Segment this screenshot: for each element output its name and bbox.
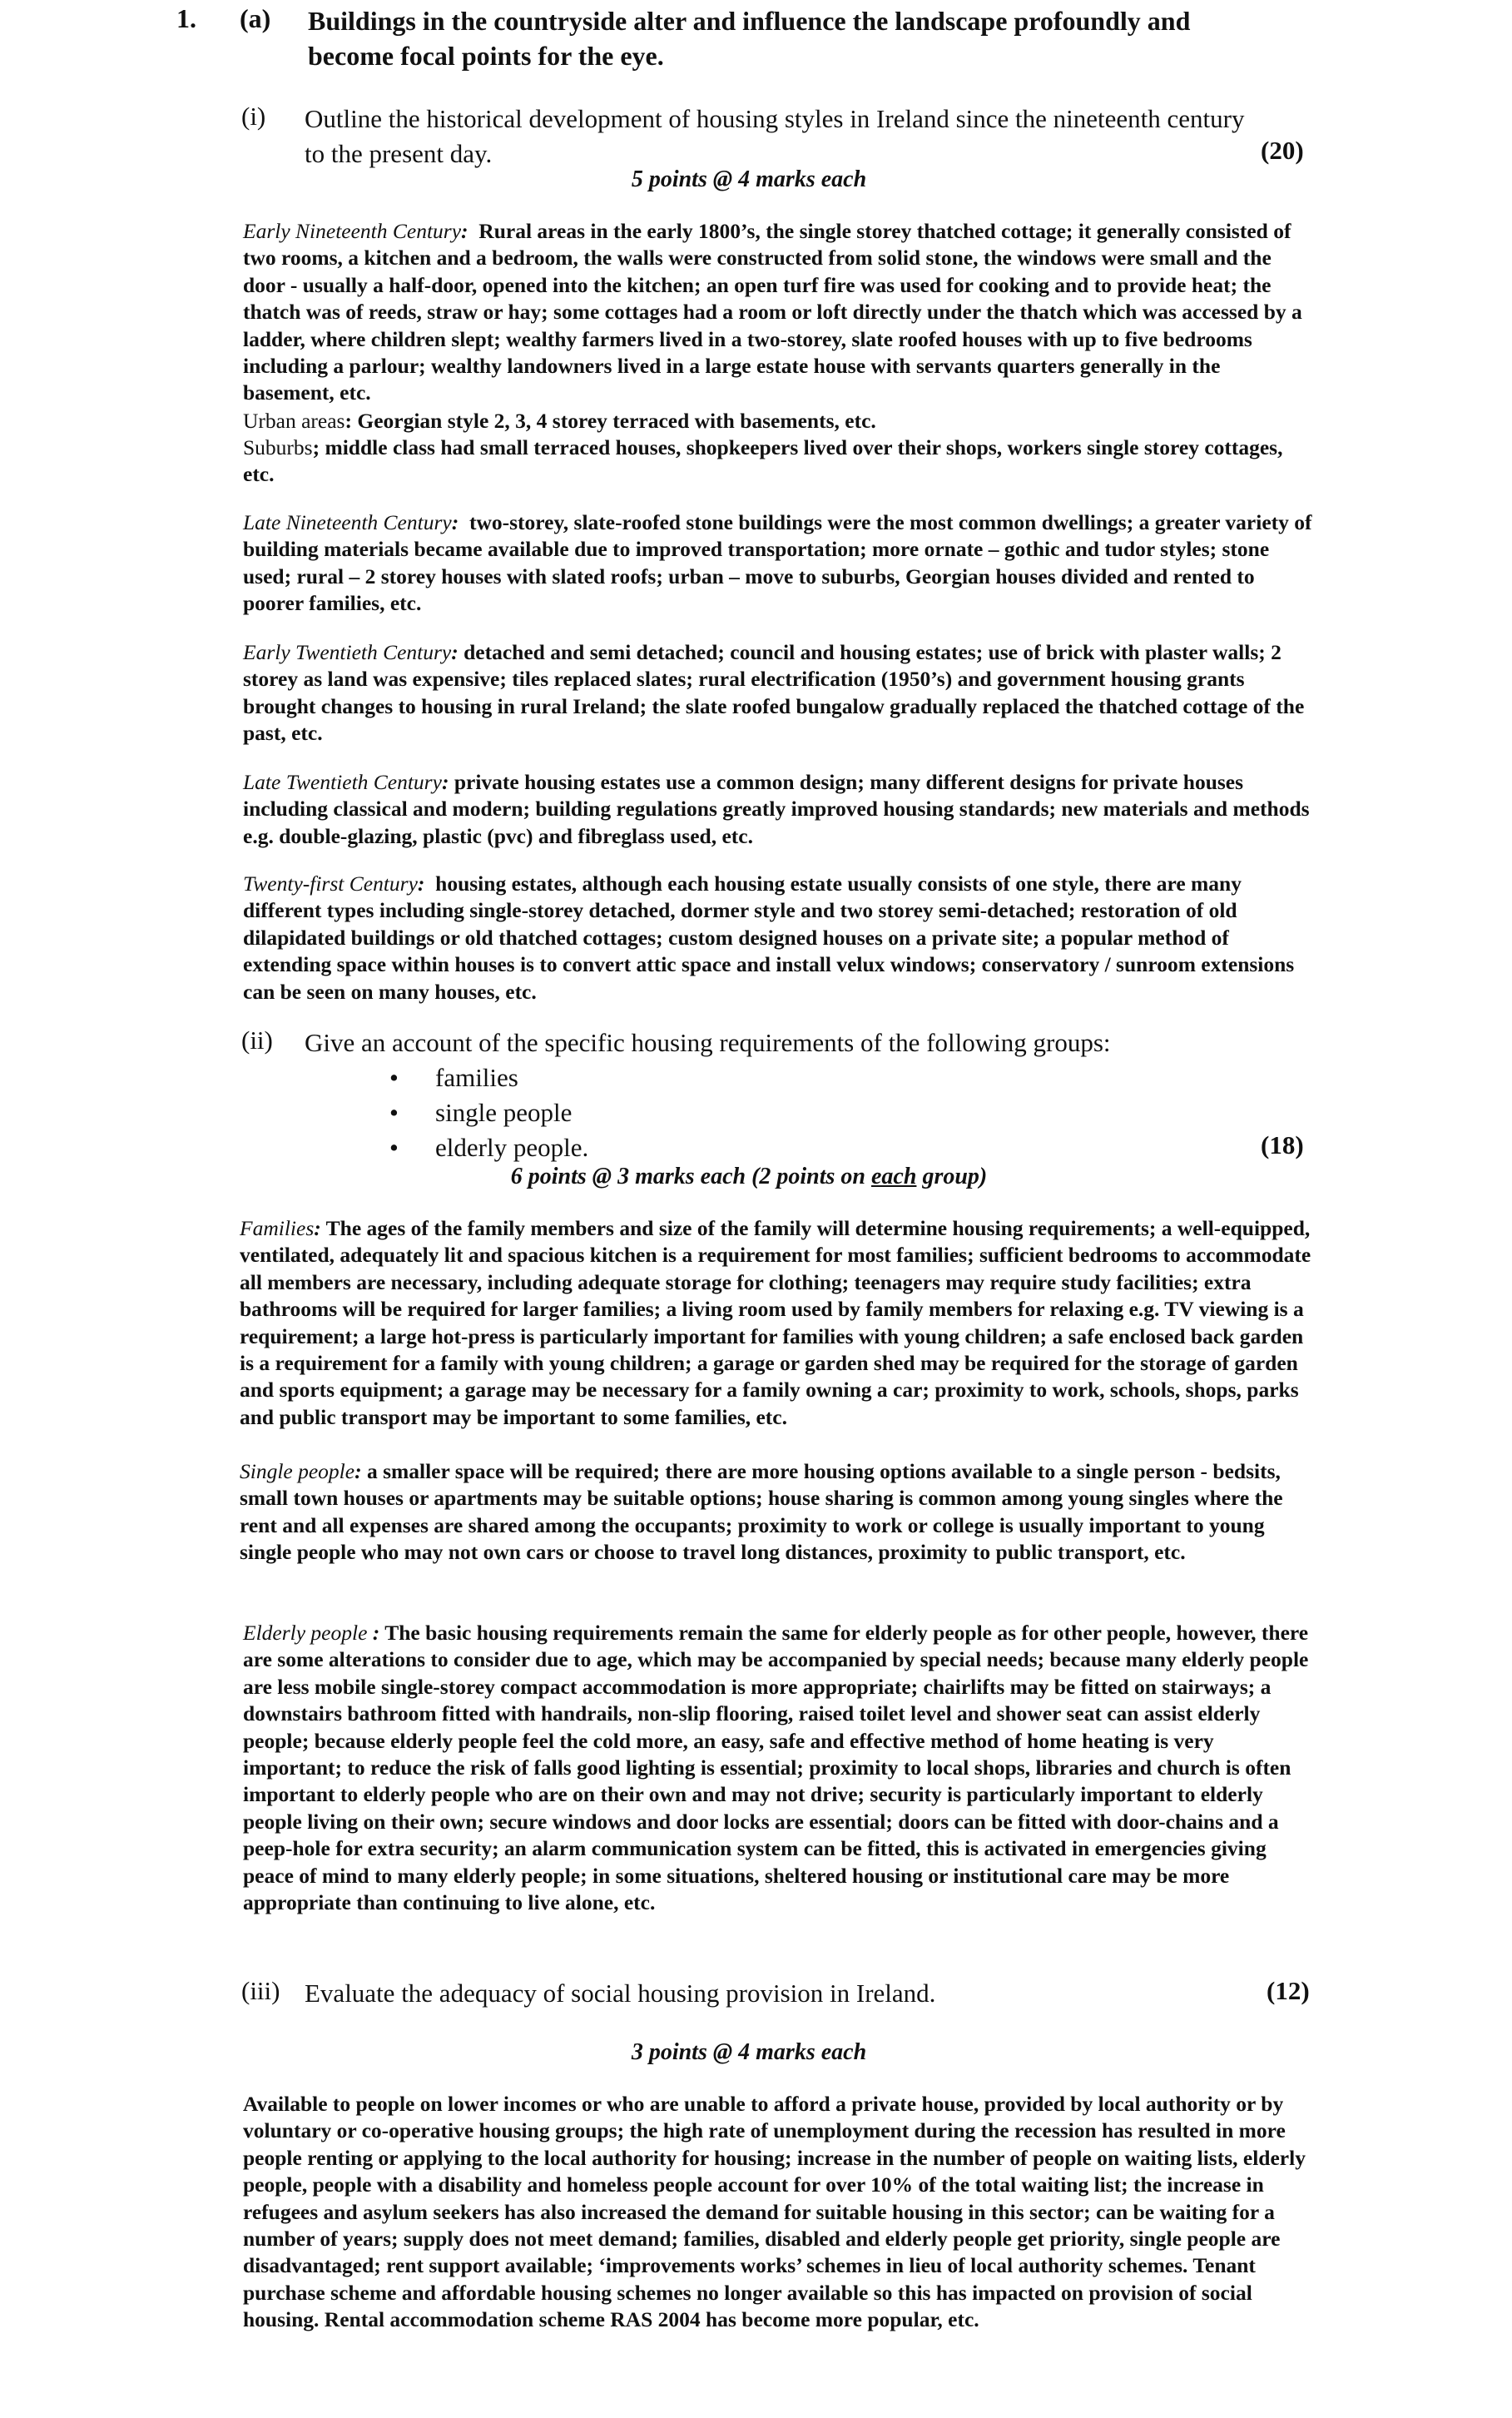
section-heading: Early Twentieth Century (243, 640, 452, 664)
part-i-question: Outline the historical development of housing styles in Ireland since the nineteenth century to the present day. (305, 104, 1245, 168)
part-i-marking-scheme: 5 points @ 4 marks each (631, 166, 867, 192)
section-body: The basic housing requirements remain the same for elderly people as for other people, however, there are some alterations to consider due to age, which may be accompanied by special needs; because many elderly people are less mobile single-storey compact accommodation is more appropriate; chairlifts may be fitted on stairways; a downstairs bathroom fitted with handrails, non-slip flooring, raised toilet level and shower seat can assist elderly people; because elderly people feel the cold more, an easy, safe and effective method of home heating is very important; to reduce the risk of falls good lighting is essential; proximity to local shops, libraries and church is often important to elderly people who are on their own and may not drive; security is particularly important to elderly people living on their own; secure windows and door locks are essential; doors can be fitted with door-chains and a peep-hole for extra security; an alarm communication system can be fitted, this is activated in emergencies giving peace of mind to many elderly people; in some situations, sheltered housing or institutional care may be more appropriate than continuing to live alone, etc. (243, 1621, 1309, 1915)
part-iii-marking-scheme: 3 points @ 4 marks each (631, 2039, 867, 2065)
early-nineteenth-century-answer: Early Nineteenth Century: Rural areas in the early 1800’s, the single storey thatched cottage; it generally consisted of two rooms, a kitchen and a bedroom, the walls were constructed from solid stone, the windows were small and the door - usually a half-door, opened into the kitchen; an open turf fire was used for cooking and to provide heat; the thatch was of reeds, straw or hay; some cottages had a room or loft directly under the thatch which was accessed by a ladder, where children slept; wealthy farmers lived in a two-storey, slate roofed houses with up to five bedrooms including a parlour; wealthy landowners lived in a large estate house with servants quarters generally in the basement, etc. (243, 219, 1302, 405)
section-heading: Twenty-first Century (243, 871, 418, 896)
section-body: housing estates, although each housing estate usually consists of one style, there are many different types including single-storey detached, dormer style and two storey semi-detached; restoration of old dilapidated buildings or old thatched cottages; custom designed houses on a private site; a popular method of extending space within houses is to convert attic space and install velux windows; conservatory / sunroom extensions can be seen on many houses, etc. (243, 871, 1295, 1004)
section-body: private housing estates use a common design; many different designs for private houses including classical and modern; building regulations greatly improved housing standards; new materials and methods e.g. double-glazing, plastic (pvc) and fibreglass used, etc. (243, 770, 1310, 848)
question-stem: Buildings in the countryside alter and influence the landscape profoundly and become focal points for the eye. (308, 6, 1191, 71)
part-ii-marking-scheme: 6 points @ 3 marks each (2 points on each group) (510, 1164, 988, 1189)
part-ii-marks: (18) (1261, 1130, 1304, 1159)
part-iii-label: (iii) (241, 1976, 280, 2005)
bullet-single-people: • single people (389, 1095, 889, 1130)
section-body: Rural areas in the early 1800’s, the single storey thatched cottage; it generally consisted of two rooms, a kitchen and a bedroom, the walls were constructed from solid stone, the windows were small and the door - usually a half-door, opened into the kitchen; an open turf fire was used for cooking and to provide heat; the thatch was of reeds, straw or hay; some cottages had a room or loft directly under the thatch which was accessed by a ladder, where children slept; wealthy farmers lived in a two-storey, slate roofed houses with up to five bedrooms including a parlour; wealthy landowners lived in a large estate house with servants quarters generally in the basement, etc. (243, 219, 1302, 405)
section-heading: Urban areas (243, 409, 345, 433)
section-heading: Single people (240, 1459, 355, 1483)
single-people-answer: Single people: a smaller space will be required; there are more housing options available to a single person - bedsits, small town houses or apartments may be suitable options; house sharing is common among young singles where the rent and all expenses are shared among the occupants; proximity to work or college is usually important to young single people who may not own cars or choose to travel long distances, proximity to public transport, etc. (240, 1459, 1283, 1565)
families-answer: Families: The ages of the family members and size of the family will determine housing requirements; a well-equipped, ventilated, adequately lit and spacious kitchen is a requirement for most families; sufficient bedrooms to accommodate all members are necessary, including adequate storage for clothing; teenagers may require study facilities; extra bathrooms will be required for larger families; a living room used by family members for relaxing e.g. TV viewing is a requirement; a large hot-press is particularly important for families with young children; a safe enclosed back garden is a requirement for a family with young children; a garage or garden shed may be required for the storage of garden and sports equipment; a garage may be necessary for a family owning a car; proximity to work, schools, shops, parks and public transport may be important to some families, etc. (240, 1216, 1311, 1429)
late-twentieth-century-answer: Late Twentieth Century: private housing estates use a common design; many different designs for private houses including classical and modern; building regulations greatly improved housing standards; new materials and methods e.g. double-glazing, plastic (pvc) and fibreglass used, etc. (243, 770, 1310, 848)
question-number: 1. (176, 3, 196, 33)
elderly-people-answer: Elderly people : The basic housing requirements remain the same for elderly people as for other people, however, there are some alterations to consider due to age, which may be accompanied by special needs; because many elderly people are less mobile single-storey compact accommodation is more appropriate; chairlifts may be fitted on stairways; a downstairs bathroom fitted with handrails, non-slip flooring, raised toilet level and shower seat can assist elderly people; because elderly people feel the cold more, an easy, safe and effective method of home heating is very important; to reduce the risk of falls good lighting is essential; proximity to local shops, libraries and church is often important to elderly people who are on their own and may not drive; security is particularly important to elderly people living on their own; secure windows and door locks are essential; doors can be fitted with door-chains and a peep-hole for extra security; an alarm communication system can be fitted, this is activated in emergencies giving peace of mind to many elderly people; in some situations, sheltered housing or institutional care may be more appropriate than continuing to live alone, etc. (243, 1621, 1309, 1915)
urban-areas-answer: Urban areas: Georgian style 2, 3, 4 storey terraced with basements, etc. (243, 409, 876, 433)
part-ii-label: (ii) (241, 1025, 273, 1055)
part-i-label: (i) (241, 102, 266, 131)
suburbs-answer: Suburbs; middle class had small terraced houses, shopkeepers lived over their shops, workers single storey cottages, etc. (243, 435, 1283, 487)
part-iii-marks: (12) (1267, 1976, 1310, 2005)
section-body: Georgian style 2, 3, 4 storey terraced with basements, etc. (357, 409, 876, 433)
late-nineteenth-century-answer: Late Nineteenth Century: two-storey, slate-roofed stone buildings were the most common dwellings; a greater variety of building materials became available due to improved transportation; more ornate – gothic and tudor styles; stone used; rural – 2 storey houses with slated roofs; urban – move to suburbs, Georgian houses divided and rented to poorer families, etc. (243, 510, 1312, 616)
section-body: The ages of the family members and size of the family will determine housing requirements; a well-equipped, ventilated, adequately lit and spacious kitchen is a requirement for most families; sufficient bedrooms to accommodate all members are necessary, including adequate storage for clothing; teenagers may require study facilities; extra bathrooms will be required for larger families; a living room used by family members for relaxing e.g. TV viewing is a requirement; a large hot-press is particularly important for families with young children; a safe enclosed back garden is a requirement for a family with young children; a garage or garden shed may be required for the storage of garden and sports equipment; a garage may be necessary for a family owning a car; proximity to work, schools, shops, parks and public transport may be important to some families, etc. (240, 1216, 1311, 1429)
social-housing-answer: Available to people on lower incomes or who are unable to afford a private house, provided by local authority or by voluntary or co-operative housing groups; the high rate of unemployment during the recession has resulted in more people renting or applying to the local authority for housing; increase in the number of people on waiting lists, elderly people, people with a disability and homeless people account for over 10% of the total waiting list; the increase in refugees and asylum seekers has also increased the demand for suitable housing in this sector; can be waiting for a number of years; supply does not meet demand; families, disabled and elderly people get priority, single people are disadvantaged; rent support available; ‘improvements works’ schemes in lieu of local authority schemes. Tenant purchase scheme and affordable housing schemes no longer available so this has impacted on provision of social housing. Rental accommodation scheme RAS 2004 has become more popular, etc. (243, 2092, 1306, 2332)
question-part: (a) (240, 3, 271, 33)
section-heading: Suburbs (243, 435, 313, 459)
section-heading: Elderly people (243, 1621, 368, 1645)
section-heading: Late Twentieth Century (243, 770, 442, 794)
section-body: middle class had small terraced houses, shopkeepers lived over their shops, workers single storey cottages, etc. (243, 435, 1283, 487)
part-iii-question: Evaluate the adequacy of social housing provision in Ireland. (305, 1979, 936, 2008)
part-i-marks: (20) (1261, 136, 1304, 165)
section-body: a smaller space will be required; there are more housing options available to a single person - bedsits, small town houses or apartments may be suitable options; house sharing is common among young singles where the rent and all expenses are shared among the occupants; proximity to work or college is usually important to young single people who may not own cars or choose to travel long distances, proximity to public transport, etc. (240, 1459, 1283, 1565)
section-body: detached and semi detached; council and housing estates; use of brick with plaster walls; 2 storey as land was expensive; tiles replaced slates; rural electrification (1950’s) and government housing grants brought changes to housing in rural Ireland; the slate roofed bungalow gradually replaced the thatched cottage of the past, etc. (243, 640, 1305, 746)
bullet-elderly-people: • elderly people. (389, 1130, 889, 1165)
part-ii-question: Give an account of the specific housing requirements of the following groups: (305, 1028, 1111, 1057)
section-body: two-storey, slate-roofed stone buildings were the most common dwellings; a greater variety of building materials became available due to improved transportation; more ornate – gothic and tudor styles; stone used; rural – 2 storey houses with slated roofs; urban – move to suburbs, Georgian houses divided and rented to poorer families, etc. (243, 510, 1312, 616)
section-heading: Families (240, 1216, 315, 1240)
section-heading: Late Nineteenth Century (243, 510, 452, 534)
section-heading: Early Nineteenth Century (243, 219, 462, 243)
bullet-families: • families (389, 1060, 889, 1095)
early-twentieth-century-answer: Early Twentieth Century: detached and semi detached; council and housing estates; use of brick with plaster walls; 2 storey as land was expensive; tiles replaced slates; rural electrification (1950’s) and government housing grants brought changes to housing in rural Ireland; the slate roofed bungalow gradually replaced the thatched cottage of the past, etc. (243, 640, 1305, 746)
group-list (389, 1060, 889, 1165)
twenty-first-century-answer: Twenty-first Century: housing estates, although each housing estate usually consists of one style, there are many different types including single-storey detached, dormer style and two storey semi-detached; restoration of old dilapidated buildings or old thatched cottages; custom designed houses on a private site; a popular method of extending space within houses is to convert attic space and install velux windows; conservatory / sunroom extensions can be seen on many houses, etc. (243, 871, 1295, 1004)
